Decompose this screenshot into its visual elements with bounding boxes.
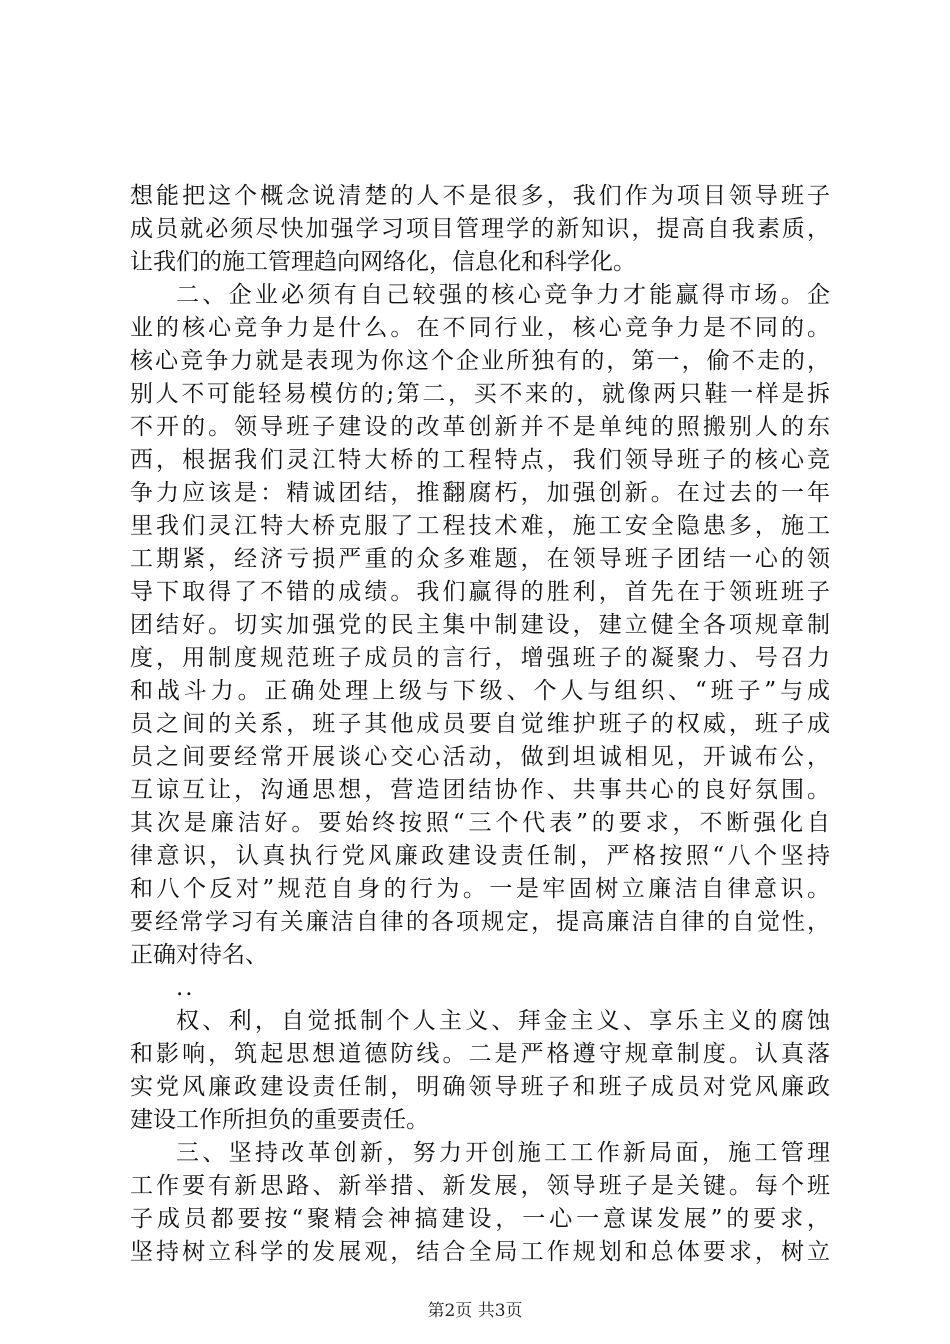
text-line: 和八个反对”规范自身的行为。一是牢固树立廉洁自律意识。 [130,876,830,902]
text-line: 和战斗力。正确处理上级与下级、个人与组织、“班子”与成 [130,678,830,704]
paragraph-start-line: 权、利，自觉抵制个人主义、拜金主义、享乐主义的腐蚀 [176,1008,830,1034]
text-line: 不开的。领导班子建设的改革创新并不是单纯的照搬别人的东 [130,414,830,440]
text-line: 争力应该是：精诚团结，推翻腐朽，加强创新。在过去的一年 [130,480,830,506]
text-line: 想能把这个概念说清楚的人不是很多，我们作为项目领导班子 [130,183,830,209]
text-line: 团结好。切实加强党的民主集中制建设，建立健全各项规章制 [130,612,830,638]
text-line: 其次是廉洁好。要始终按照“三个代表”的要求，不断强化自 [130,810,830,836]
text-line: 互谅互让，沟通思想，营造团结协作、共事共心的良好氛围。 [130,777,830,803]
text-line: 正确对待名、 [130,942,268,968]
text-line: 别人不可能轻易模仿的;第二，买不来的，就像两只鞋一样是拆 [130,381,830,407]
text-line: 律意识，认真执行党风廉政建设责任制，严格按照“八个坚持 [130,843,830,869]
text-line: 让我们的施工管理趋向网络化，信息化和科学化。 [130,249,636,275]
page-number-footer: 第2页 共3页 [427,1301,523,1321]
text-line: 西，根据我们灵江特大桥的工程特点，我们领导班子的核心竞 [130,447,830,473]
text-line: 子成员都要按“聚精会神搞建设，一心一意谋发展”的要求， [130,1206,830,1232]
text-line: 业的核心竞争力是什么。在不同行业，核心竞争力是不同的。 [130,315,830,341]
text-line: 成员就必须尽快加强学习项目管理学的新知识，提高自我素质， [130,216,830,242]
text-line: 员之间的关系，班子其他成员要自觉维护班子的权威，班子成 [130,711,830,737]
text-line: 坚持树立科学的发展观，结合全局工作规划和总体要求，树立 [130,1239,830,1265]
ellipsis-marker: .. [176,975,195,1001]
text-line: 实党风廉政建设责任制，明确领导班子和班子成员对党风廉政 [130,1074,830,1100]
paragraph-start-line: 三、坚持改革创新，努力开创施工工作新局面，施工管理 [176,1140,830,1166]
text-line: 导下取得了不错的成绩。我们赢得的胜利，首先在于领班班子 [130,579,830,605]
document-body [130,180,830,1269]
text-line: 建设工作所担负的重要责任。 [130,1107,429,1133]
text-line: 员之间要经常开展谈心交心活动，做到坦诚相见，开诚布公， [130,744,830,770]
text-line: 里我们灵江特大桥克服了工程技术难，施工安全隐患多，施工 [130,513,830,539]
text-line: 要经常学习有关廉洁自律的各项规定，提高廉洁自律的自觉性， [130,909,830,935]
paragraph-start-line: 二、企业必须有自己较强的核心竞争力才能赢得市场。企 [176,282,830,308]
text-line: 工期紧，经济亏损严重的众多难题，在领导班子团结一心的领 [130,546,830,572]
text-line: 核心竞争力就是表现为你这个企业所独有的，第一，偷不走的， [130,348,830,374]
text-line: 和影响，筑起思想道德防线。二是严格遵守规章制度。认真落 [130,1041,830,1067]
text-line: 度，用制度规范班子成员的言行，增强班子的凝聚力、号召力 [130,645,830,671]
text-line: 工作要有新思路、新举措、新发展，领导班子是关键。每个班 [130,1173,830,1199]
